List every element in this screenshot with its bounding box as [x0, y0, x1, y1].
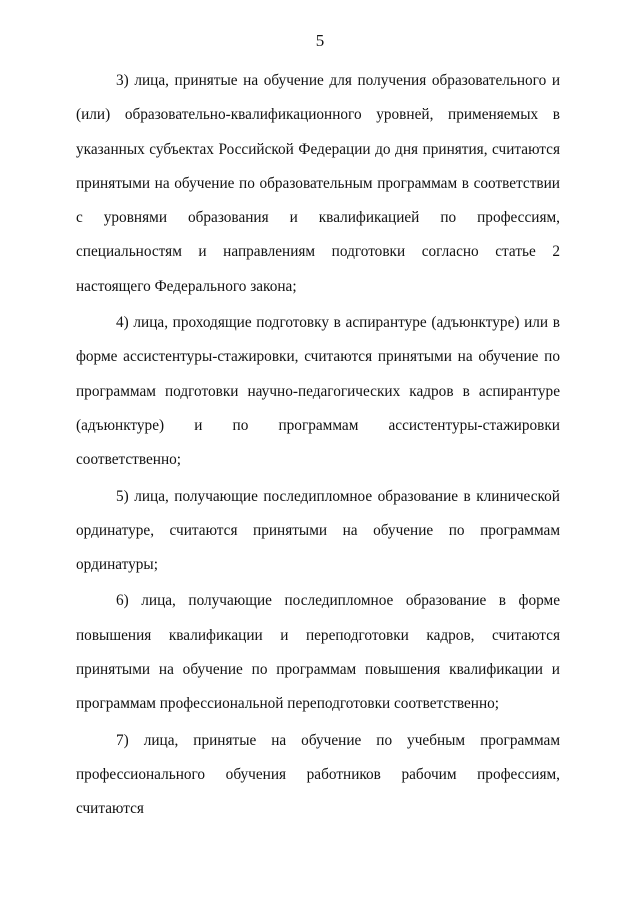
paragraph-item-3: 3) лица, принятые на обучение для получения образовательного и (или) образовательно-квалификационного уровней, применяемых в указанных субъектах Российской Федерации до дня принятия, считаются принятыми на обучение по образовательным программам в соответствии с уровнями образования и квалификацией по профессиям, специальностям и направлениям подготовки согласно статье 2 настоящего Федерального закона;	[76, 72, 560, 295]
page-number: 5	[315, 31, 325, 50]
paragraph-item-6: 6) лица, получающие последипломное образование в форме повышения квалификации и переподготовки кадров, считаются принятыми на обучение по программам повышения квалификации и программам профессиональной переподготовки соответственно;	[76, 592, 560, 713]
paragraph-item-7: 7) лица, принятые на обучение по учебным программам профессионального обучения работников рабочим профессиям, считаются	[76, 731, 560, 818]
document-body	[76, 64, 560, 829]
paragraph-item-5: 5) лица, получающие последипломное образование в клинической ординатуре, считаются принятыми на обучение по программам ординатуры;	[76, 487, 560, 574]
paragraph-item-4: 4) лица, проходящие подготовку в аспирантуре (адъюнктуре) или в форме ассистентуры-стажировки, считаются принятыми на обучение по программам подготовки научно-педагогических кадров в аспирантуре (адъюнктуре) и по программам ассистентуры-стажировки соответственно;	[76, 314, 560, 469]
